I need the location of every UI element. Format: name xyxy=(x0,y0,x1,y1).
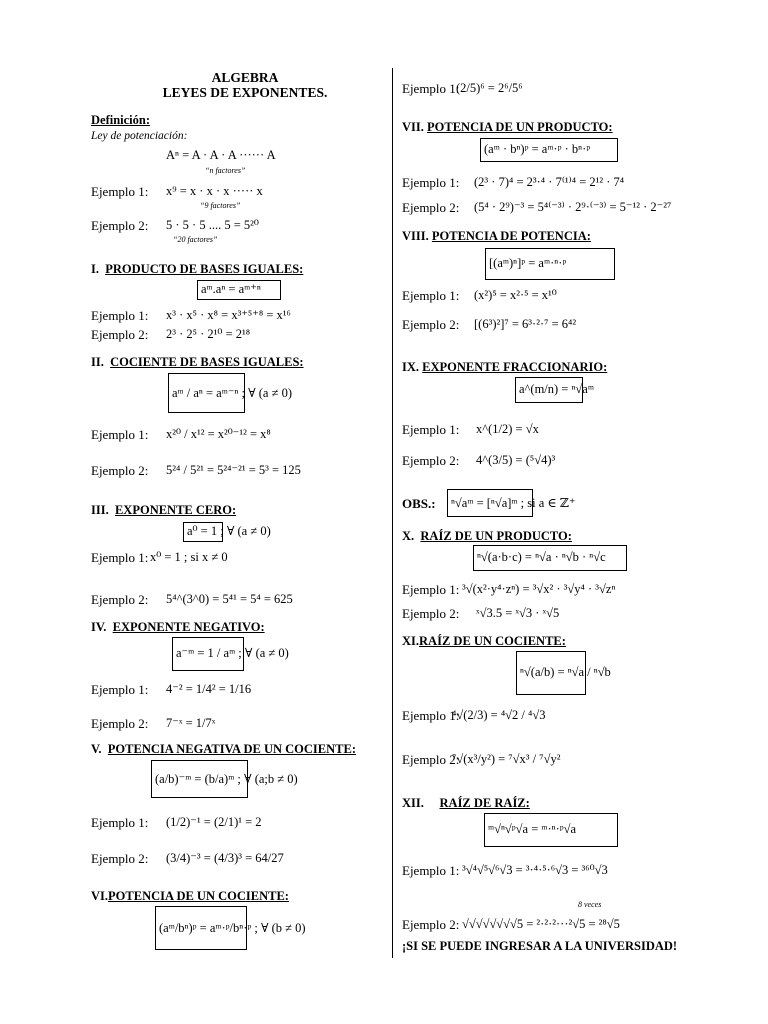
sec-vii-ej1-label: Ejemplo 1: xyxy=(402,175,460,190)
column-divider xyxy=(392,68,393,958)
definicion-heading: Definición: xyxy=(91,113,151,127)
sec-ii-ej2: 5²⁴ / 5²¹ = 5²⁴⁻²¹ = 5³ = 125 xyxy=(166,463,301,477)
sec-xi-ej1-label: Ejemplo 1: xyxy=(402,708,460,723)
sec-ix-law: a^(m/n) = ⁿ√aᵐ xyxy=(519,382,594,396)
title-algebra: ALGEBRA xyxy=(211,70,279,85)
sec-ix-ej1: x^(1/2) = √x xyxy=(476,422,539,436)
sec-xi-ej1: ⁴√(2/3) = ⁴√2 / ⁴√3 xyxy=(452,708,546,722)
sec-ii-ej1: x²⁰ / x¹² = x²⁰⁻¹² = x⁸ xyxy=(166,427,271,441)
sec-i-ej1: x³ · x⁵ · x⁸ = x³⁺⁵⁺⁸ = x¹⁶ xyxy=(166,308,291,322)
sec-i-heading: I. PRODUCTO DE BASES IGUALES: xyxy=(91,262,304,276)
right-ej-top: (2/5)⁶ = 2⁶/5⁶ xyxy=(456,81,523,95)
sec-v-heading: V. POTENCIA NEGATIVA DE UN COCIENTE: xyxy=(91,742,356,756)
sec-v-law: (a/b)⁻ᵐ = (b/a)ᵐ ; ∀ (a;b ≠ 0) xyxy=(155,772,298,786)
definicion-under: “n factores” xyxy=(205,166,246,175)
sec-ii-law: aᵐ / aⁿ = aᵐ⁻ⁿ ; ∀ (a ≠ 0) xyxy=(172,386,292,400)
sec-ix-heading: IX. EXPONENTE FRACCIONARIO: xyxy=(402,360,608,374)
right-ej-top-label: Ejemplo 1: xyxy=(402,81,460,96)
sec-v-ej1: (1/2)⁻¹ = (2/1)¹ = 2 xyxy=(166,815,262,829)
sec-iii-heading: III. EXPONENTE CERO: xyxy=(91,503,237,517)
sec-xii-ej1: ³√⁴√⁵√⁶√3 = ³·⁴·⁵·⁶√3 = ³⁶⁰√3 xyxy=(462,863,608,877)
sec-ix-ej2-label: Ejemplo 2: xyxy=(402,453,460,468)
def-ej1: x⁹ = x · x · x ····· x xyxy=(166,184,263,198)
sec-v-ej2: (3/4)⁻³ = (4/3)³ = 64/27 xyxy=(166,851,284,865)
sec-vi-law: (aᵐ/bⁿ)ᵖ = aᵐ·ᵖ/bⁿ·ᵖ ; ∀ (b ≠ 0) xyxy=(159,921,306,935)
sec-viii-ej2-label: Ejemplo 2: xyxy=(402,317,460,332)
sec-ii-heading: II. COCIENTE DE BASES IGUALES: xyxy=(91,355,304,369)
sec-x-ej1: ³√(x²·y⁴·zⁿ) = ³√x² · ³√y⁴ · ³√zⁿ xyxy=(462,582,616,596)
sec-xii-heading: XII. RAÍZ DE RAÍZ: xyxy=(402,796,530,810)
obs-formula: ⁿ√aᵐ = [ⁿ√a]ᵐ ; si a ∈ ℤ⁺ xyxy=(451,496,576,510)
sec-xii-ej1-label: Ejemplo 1: xyxy=(402,863,460,878)
sec-iv-law: a⁻ᵐ = 1 / aᵐ ; ∀ (a ≠ 0) xyxy=(176,646,289,660)
obs-label: OBS.: xyxy=(402,496,436,511)
sec-vii-ej2: (5⁴ · 2⁹)⁻³ = 5⁴⁽⁻³⁾ · 2⁹·⁽⁻³⁾ = 5⁻¹² · 2⁻²⁷ xyxy=(474,200,672,214)
sec-viii-ej2: [(6³)²]⁷ = 6³·²·⁷ = 6⁴² xyxy=(474,317,577,331)
sec-iii-ej1: x⁰ = 1 ; si x ≠ 0 xyxy=(150,550,228,564)
sec-iv-ej2-label: Ejemplo 2: xyxy=(91,716,149,731)
sec-iii-ej1-label: Ejemplo 1: xyxy=(91,550,149,565)
sec-x-ej2: ˣ√3.5 = ˣ√3 · ˣ√5 xyxy=(476,606,560,620)
def-ej2-under: “20 factores” xyxy=(173,235,218,244)
sec-x-ej2-label: Ejemplo 2: xyxy=(402,606,460,621)
def-ej2-label: Ejemplo 2: xyxy=(91,218,149,233)
sec-xi-ej2-label: Ejemplo 2: xyxy=(402,752,460,767)
sec-iv-heading: IV. EXPONENTE NEGATIVO: xyxy=(91,620,265,634)
sec-iv-ej2: 7⁻ˣ = 1/7ˣ xyxy=(166,716,216,730)
sec-iii-ej2: 5⁴^(3^0) = 5⁴¹ = 5⁴ = 625 xyxy=(166,592,293,606)
sec-i-ej2: 2³ · 2⁵ · 2¹⁰ = 2¹⁸ xyxy=(166,327,251,341)
sec-vii-ej1: (2³ · 7)⁴ = 2³·⁴ · 7⁽¹⁾⁴ = 2¹² · 7⁴ xyxy=(474,175,625,189)
sec-xi-ej2: ⁷√(x³/y²) = ⁷√x³ / ⁷√y² xyxy=(452,752,561,766)
sec-xii-ej2-top: 8 veces xyxy=(578,900,602,909)
def-ej2: 5 · 5 · 5 .... 5 = 5²⁰ xyxy=(166,218,259,232)
footer-slogan: ¡SI SE PUEDE INGRESAR A LA UNIVERSIDAD! xyxy=(402,939,678,953)
sec-xii-law: ᵐ√ⁿ√ᵖ√a = ᵐ·ⁿ·ᵖ√a xyxy=(488,822,577,836)
sec-i-ej1-label: Ejemplo 1: xyxy=(91,308,149,323)
sec-i-law: aᵐ.aⁿ = aᵐ⁺ⁿ xyxy=(201,282,261,296)
sec-iv-ej1-label: Ejemplo 1: xyxy=(91,682,149,697)
sec-i-ej2-label: Ejemplo 2: xyxy=(91,327,149,342)
sec-xii-ej2-label: Ejemplo 2: xyxy=(402,917,460,932)
sec-iii-law: a⁰ = 1 ; ∀ (a ≠ 0) xyxy=(187,524,271,538)
sec-vii-law: (aᵐ · bⁿ)ᵖ = aᵐ·ᵖ · bⁿ·ᵖ xyxy=(484,142,591,156)
sec-v-ej1-label: Ejemplo 1: xyxy=(91,815,149,830)
title-leyes: LEYES DE EXPONENTES. xyxy=(162,85,328,100)
sec-v-ej2-label: Ejemplo 2: xyxy=(91,851,149,866)
sec-iv-ej1: 4⁻² = 1/4² = 1/16 xyxy=(166,682,252,696)
sec-viii-ej1: (x²)⁵ = x²·⁵ = x¹⁰ xyxy=(474,288,557,302)
sec-ix-ej1-label: Ejemplo 1: xyxy=(402,422,460,437)
sec-xii-ej2: √√√√√√√√5 = ²·²·²···²√5 = ²⁸√5 xyxy=(462,917,620,931)
sec-ii-ej2-label: Ejemplo 2: xyxy=(91,463,149,478)
sec-iii-ej2-label: Ejemplo 2: xyxy=(91,592,149,607)
sec-xi-heading: XI.RAÍZ DE UN COCIENTE: xyxy=(402,634,566,648)
sec-viii-law: [(aᵐ)ⁿ]ᵖ = aᵐ·ⁿ·ᵖ xyxy=(489,256,567,270)
sec-x-ej1-label: Ejemplo 1: xyxy=(402,582,460,597)
sec-x-law: ⁿ√(a·b·c) = ⁿ√a · ⁿ√b · ⁿ√c xyxy=(477,550,606,564)
sec-vii-ej2-label: Ejemplo 2: xyxy=(402,200,460,215)
sec-xi-law: ⁿ√(a/b) = ⁿ√a / ⁿ√b xyxy=(520,665,611,679)
def-ej1-under: “9 factores” xyxy=(200,201,241,210)
definicion-formula: Aⁿ = A · A · A ······ A xyxy=(166,148,276,162)
def-ej1-label: Ejemplo 1: xyxy=(91,184,149,199)
sec-vii-heading: VII. POTENCIA DE UN PRODUCTO: xyxy=(402,120,613,134)
sec-x-heading: X. RAÍZ DE UN PRODUCTO: xyxy=(402,529,572,543)
sec-ix-ej2: 4^(3/5) = (⁵√4)³ xyxy=(476,453,556,467)
definicion-subheading: Ley de potenciación: xyxy=(91,130,188,142)
sec-ii-ej1-label: Ejemplo 1: xyxy=(91,427,149,442)
sec-viii-ej1-label: Ejemplo 1: xyxy=(402,288,460,303)
sec-vi-heading: VI.POTENCIA DE UN COCIENTE: xyxy=(91,889,289,903)
sec-viii-heading: VIII. POTENCIA DE POTENCIA: xyxy=(402,229,591,243)
